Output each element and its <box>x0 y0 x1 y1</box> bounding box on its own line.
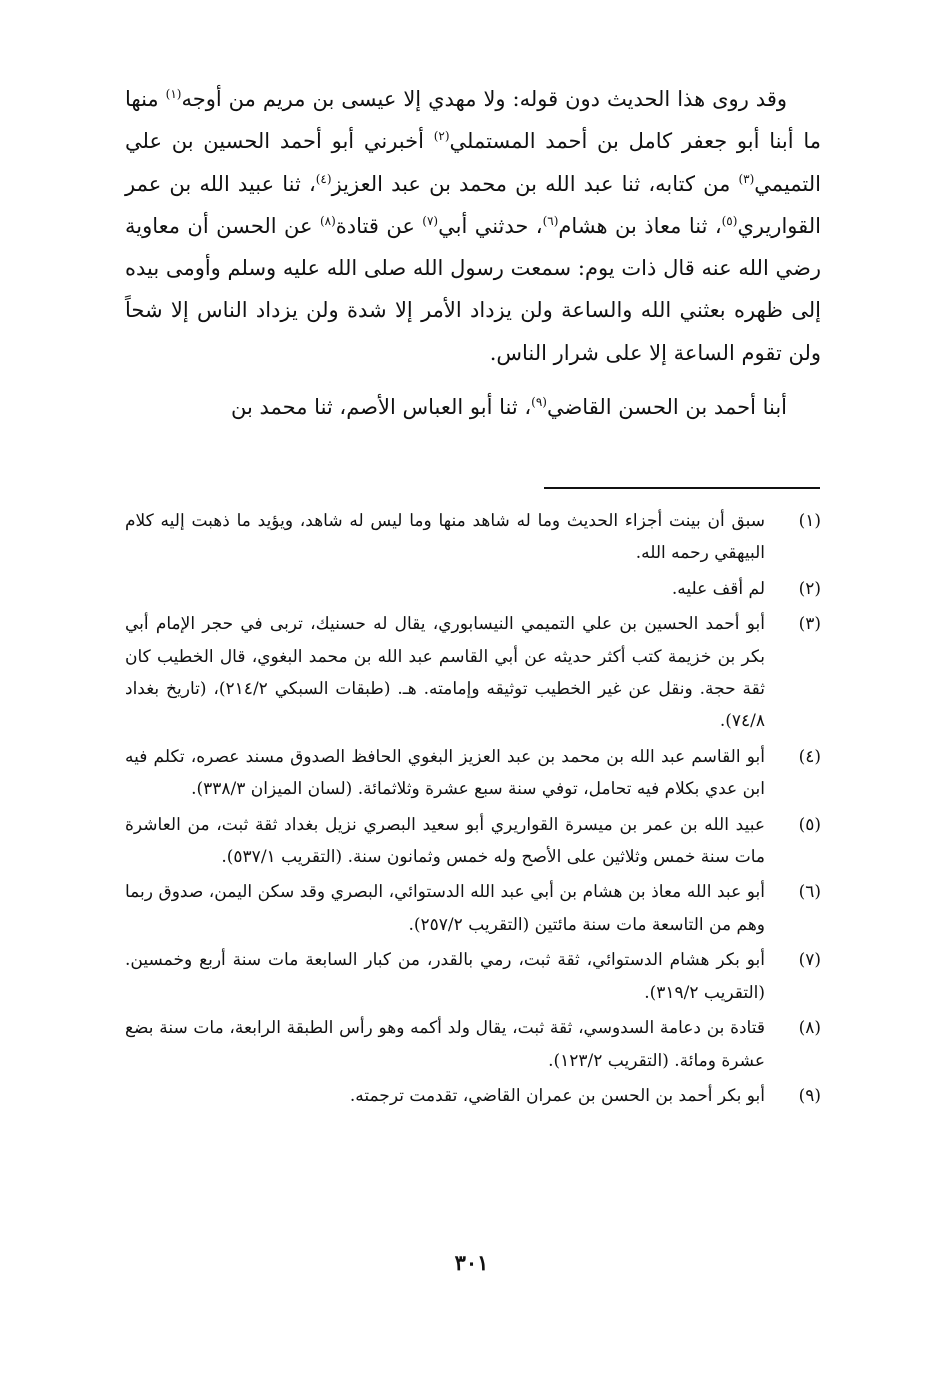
footnote-number: (٨) <box>798 1018 821 1039</box>
footnote-ref-7: (٧) <box>422 213 439 228</box>
footnote-text: سبق أن بينت أجزاء الحديث وما له شاهد منها وما ليس له شاهد، ويؤيد ما ذهبت إليه كلام البيهقي رحمه الله. <box>125 511 765 564</box>
footnote-5 <box>125 809 821 874</box>
footnote-text: أبو بكر هشام الدستوائي، ثقة ثبت، رمي بالقدر، من كبار السابعة مات سنة أربع وخمسين. (التقريب ٣١٩/٢). <box>125 950 765 1003</box>
footnotes <box>125 505 821 1115</box>
footnote-ref-4: (٤) <box>315 171 332 186</box>
footnote-7 <box>125 944 821 1009</box>
footnote-2 <box>125 573 821 605</box>
text-run: منها ما أبنا أبو جعفر كامل بن أحمد المستملي <box>125 87 821 154</box>
footnote-8 <box>125 1012 821 1077</box>
footnote-text: أبو القاسم عبد الله بن محمد بن عبد العزيز البغوي الحافظ الصدوق مسند عصره، تكلم فيه ابن عدي بكلام فيه تحامل، توفي سنة سبع عشرة وثلاثمائة. (لسان الميزان ٣٣٨/٣). <box>125 746 765 800</box>
footnote-ref-5: (٥) <box>721 213 738 228</box>
footnote-text: لم أقف عليه. <box>671 578 765 599</box>
footnote-number: (٤) <box>798 746 821 767</box>
text-run: ، ثنا معاذ بن هشام <box>558 213 722 238</box>
footnote-text: قتادة بن دعامة السدوسي، ثقة ثبت، يقال ولد أكمه وهو رأس الطبقة الرابعة، مات سنة بضع عشرة ومائة. (التقريب ١٢٣/٢). <box>125 1018 765 1071</box>
text-run: ، ثنا عبيد الله بن عمر القواريري <box>125 171 821 238</box>
footnote-ref-6: (٦) <box>542 213 559 228</box>
footnote-separator <box>544 487 820 489</box>
footnote-ref-8: (٨) <box>319 213 336 228</box>
footnote-number: (٣) <box>798 614 821 635</box>
footnote-text: عبيد الله بن عمر بن ميسرة القواريري أبو سعيد البصري نزيل بغداد ثقة ثبت، من العاشرة مات سنة خمس وثلاثين على الأصح وله خمس وثمانون سنة. (التقريب ٥٣٧/١). <box>125 814 765 868</box>
footnote-6 <box>125 876 821 941</box>
footnote-3 <box>125 608 821 738</box>
text-run: ، حدثني أبي <box>438 213 543 238</box>
text-run: عن الحسن أن معاوية رضي الله عنه قال ذات يوم: سمعت رسول الله صلى الله عليه وسلم وأومى بيده إلى ظهره بعثني الله والساعة ولن يزداد الأمر إلا شدة ولن يزداد الناس إلا شحاً ولن تقوم الساعة إلا على شرار الناس. <box>125 213 821 365</box>
text-run: أخبرني أبو أحمد الحسين بن علي التميمي <box>125 129 821 196</box>
text-run: وقد روى هذا الحديث دون قوله: ولا مهدي إلا عيسى بن مريم من أوجه <box>181 87 787 111</box>
footnote-number: (٢) <box>798 578 821 599</box>
footnote-number: (٧) <box>798 950 821 971</box>
text-run: عن قتادة <box>335 213 423 238</box>
paragraph-2 <box>125 386 821 428</box>
footnote-ref-1: (١) <box>165 87 182 101</box>
footnote-4 <box>125 741 821 806</box>
footnote-number: (٦) <box>798 882 821 903</box>
footnote-1 <box>125 505 821 570</box>
footnote-number: (٥) <box>798 814 821 835</box>
text-run: ، ثنا أبو العباس الأصم، ثنا محمد بن <box>231 395 532 420</box>
text-run: أبنا أحمد بن الحسن القاضي <box>546 395 787 420</box>
footnote-ref-3: (٣) <box>738 171 755 186</box>
footnote-9 <box>125 1080 821 1112</box>
text-run: من كتابه، ثنا عبد الله بن محمد بن عبد العزيز <box>331 171 739 196</box>
page-number: ٣٠١ <box>454 1250 489 1275</box>
paragraph-1 <box>125 78 821 374</box>
footnote-ref-9: (٩) <box>531 395 547 410</box>
footnote-number: (٩) <box>798 1085 821 1106</box>
footnote-text: أبو أحمد الحسين بن علي التميمي النيسابوري، يقال له حسنيك، تربى في حجر الإمام أبي بكر بن خزيمة كتب أكثر حديثه عن أبي القاسم عبد الله بن محمد البغوي، قال الخطيب كان ثقة حجة. ونقل عن غير الخطيب توثيقه وإمامته. هـ. (طبقات السبكي ٢١٤/٢)، (تاريخ بغداد ٧٤/٨). <box>125 614 765 732</box>
footnote-text: أبو عبد الله معاذ بن هشام بن أبي عبد الله الدستوائي، البصري وقد سكن اليمن، صدوق ربما وهم من التاسعة مات سنة مائتين (التقريب ٢٥٧/٢). <box>125 882 765 935</box>
footnote-number: (١) <box>798 511 821 531</box>
main-text <box>125 78 821 428</box>
footnote-text: أبو بكر أحمد بن الحسن بن عمران القاضي، تقدمت ترجمته. <box>349 1085 765 1106</box>
footnote-ref-2: (٢) <box>433 129 450 144</box>
